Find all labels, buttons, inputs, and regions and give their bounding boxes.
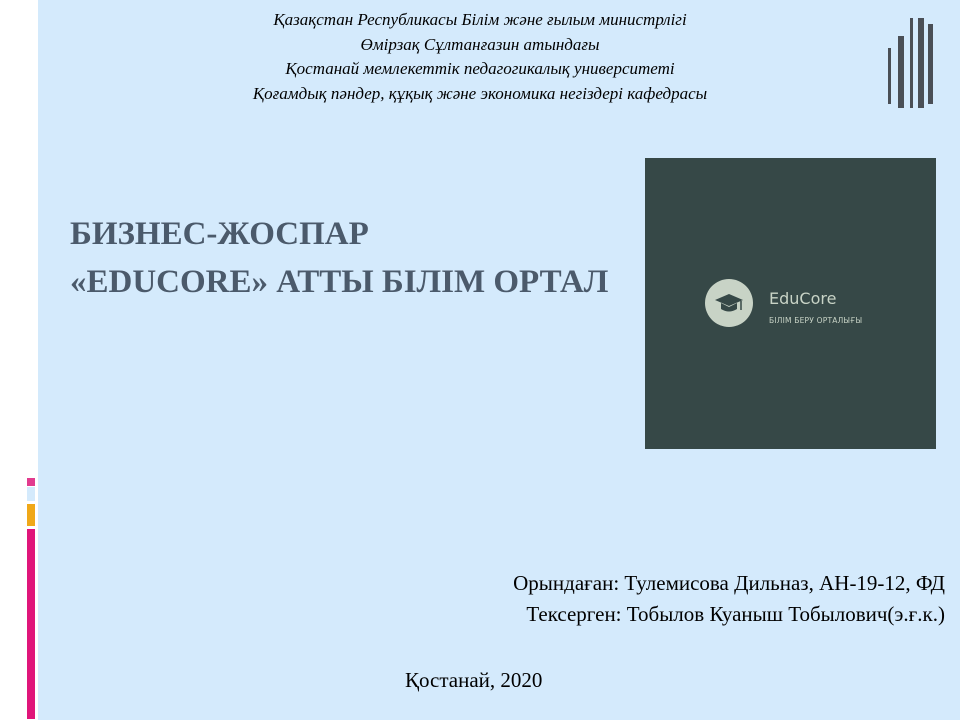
- header-named-after: Өмірзақ Сұлтанғазин атындағы: [360, 34, 600, 54]
- city-year: Қостанай, 2020: [405, 668, 543, 692]
- header-university: Қостанай мемлекеттік педагогикалық университеті: [285, 59, 675, 78]
- header-department: Қоғамдық пәндер, құқық және экономика негіздері кафедрасы: [252, 83, 708, 103]
- accent-bar-pink: [27, 529, 35, 719]
- title-line-2: «EDUCORE» АТТЫ БІЛІМ ОРТАЛ: [70, 264, 609, 300]
- header-ministry: Қазақстан Республикасы Білім және ғылым министрлігі: [273, 10, 687, 29]
- accent-bar-orange: [27, 504, 35, 526]
- performer-line: Орындаған: Тулемисова Дильназ, АН-19-12, ФД: [513, 571, 945, 595]
- decorative-stripes-icon: [888, 18, 938, 108]
- logo-subtitle: БІЛІМ БЕРУ ОРТАЛЫҒЫ: [769, 316, 863, 325]
- institution-header: [130, 8, 830, 106]
- title-line-1: БИЗНЕС-ЖОСПАР: [70, 216, 369, 252]
- accent-bar-blue: [27, 487, 35, 501]
- educore-logo: [645, 158, 936, 449]
- graduation-cap-icon: [705, 279, 753, 327]
- checker-line: Тексерген: Тобылов Куаныш Тобылович(э.ғ.к.): [526, 602, 945, 626]
- authors-block: [300, 568, 945, 630]
- logo-name: EduCore: [769, 289, 837, 308]
- slide-title: [70, 210, 608, 306]
- accent-bar-pink-top: [27, 478, 35, 486]
